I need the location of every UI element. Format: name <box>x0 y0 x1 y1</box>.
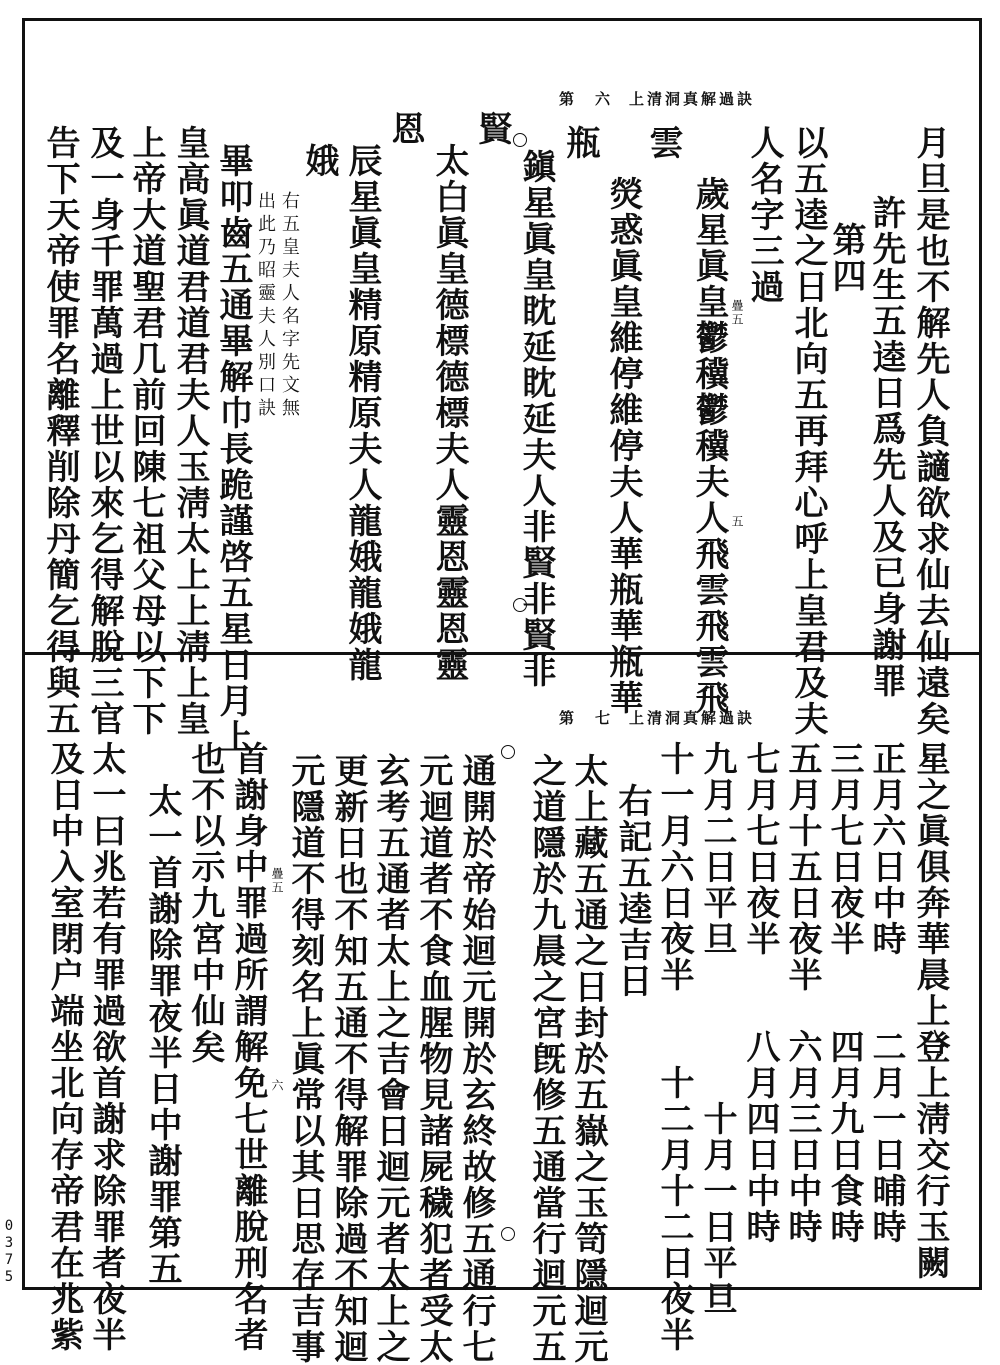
top-running-header <box>455 83 755 113</box>
text-column: 之道隱於九晨之宮旣修五通當行迴元五 <box>526 753 566 1365</box>
text-column: 三月七日夜半 四月九日食時 <box>824 741 864 1245</box>
text-column: 也不以示九宮中仙矣 <box>185 741 225 1065</box>
circle-mark <box>513 598 527 612</box>
text-column: 人名字三過 <box>744 125 784 305</box>
text-column: 七月七日夜半 八月四日中時 <box>740 741 780 1245</box>
text-column: 九月二日平旦 十月一日平旦 <box>697 741 737 1317</box>
text-column: 星之眞俱奔華晨上登上淸交行玉闕 <box>910 741 950 1281</box>
annotation-note: 疊五 <box>270 867 284 895</box>
text-column: 太一首謝除罪夜半日中謝罪第五 <box>142 783 182 1287</box>
text-column: 鎭星眞皇眈延眈延夫人非賢非賢非 <box>516 149 556 689</box>
top-header-page: 第 六 <box>558 89 613 108</box>
bottom-running-header <box>455 702 755 732</box>
text-column: 熒惑眞皇維停維停夫人華瓶華瓶華 <box>603 176 643 716</box>
bottom-header-title: 上清洞真解過訣 <box>628 708 755 727</box>
bottom-header-page: 第 七 <box>558 708 613 727</box>
text-column: 右記五逵吉日 <box>612 783 652 999</box>
text-column: 太白眞皇德標德標夫人靈恩靈恩靈 <box>429 143 469 683</box>
bottom-page-panel <box>25 655 979 1365</box>
text-column: 第四 <box>826 222 866 294</box>
annotation-note: 右五皇夫人名字先文無 <box>279 191 300 421</box>
text-column: 及日中入室閉户端坐北向存帝君在兆紫 <box>44 741 84 1353</box>
text-column: 更新日也不知五通不得解罪除過不知迴 <box>328 753 368 1365</box>
annotation-note: 疊五 <box>730 299 744 327</box>
text-column: 太一曰兆若有罪過欲首謝求除罪者夜半 <box>86 741 126 1353</box>
circle-mark <box>513 133 527 147</box>
text-column: 上帝大道聖君几前回陳七祖父母以下下 <box>126 125 166 737</box>
text-column: 辰星眞皇精原精原夫人龍娥龍娥龍 <box>342 143 382 683</box>
text-column: 通開於帝始迴元開於玄終故修五通行七 <box>456 753 496 1365</box>
annotation-note: 出此乃昭靈夫人別口訣 <box>255 191 276 421</box>
circle-mark <box>501 745 515 759</box>
text-column: 元隱道不得刻名上眞常以其日思存吉事 <box>285 753 325 1365</box>
text-column: 五月十五日夜半 六月三日中時 <box>782 741 822 1245</box>
text-column: 許先生五逵日爲先人及已身謝罪 <box>866 195 906 699</box>
annotation-note: 五 <box>730 515 744 529</box>
text-column: 告下天帝使罪名離釋削除丹簡乞得與五 <box>40 125 80 737</box>
text-column: 雲 <box>643 125 683 161</box>
text-column: 賢 <box>472 111 512 147</box>
text-column: 恩 <box>385 111 425 147</box>
text-column: 瓶 <box>560 125 600 161</box>
top-header-title: 上清洞真解過訣 <box>628 89 755 108</box>
circle-mark <box>501 1227 515 1241</box>
text-column: 首謝身中罪過所謂解免七世離脫刑名者 <box>228 741 268 1353</box>
annotation-note: 六 <box>270 1079 284 1093</box>
text-column: 十一月六日夜半 十二月十二日夜半 <box>654 741 694 1353</box>
text-column: 元迴道者不食血腥物見諸屍穢犯者受太 <box>413 753 453 1365</box>
text-column: 畢叩齒五通畢解巾長跪謹啓五星日月上 <box>213 143 253 755</box>
text-column: 正月六日中時 二月一日晡時 <box>866 741 906 1245</box>
text-column: 娥 <box>299 143 339 179</box>
text-column: 月旦是也不解先人負讁欲求仙去仙遠矣 <box>910 125 950 737</box>
text-column: 歲星眞皇鬱䆊鬱䆊夫人飛雲飛雲飛 <box>689 176 729 716</box>
text-column: 太上藏五通之日封於五嶽之玉笥隱迴元 <box>568 753 608 1365</box>
text-column: 以五逵之日北向五再拜心呼上皇君及夫 <box>788 125 828 737</box>
page-number: 0 3 7 5 <box>4 1218 14 1285</box>
text-column: 及一身千罪萬過上世以來乞得解脫三官 <box>84 125 124 737</box>
text-column: 玄考五通者太上之吉會日迴元者太上之 <box>370 753 410 1365</box>
text-column: 皇高眞道君道君夫人玉淸太上上淸上皇 <box>170 125 210 737</box>
